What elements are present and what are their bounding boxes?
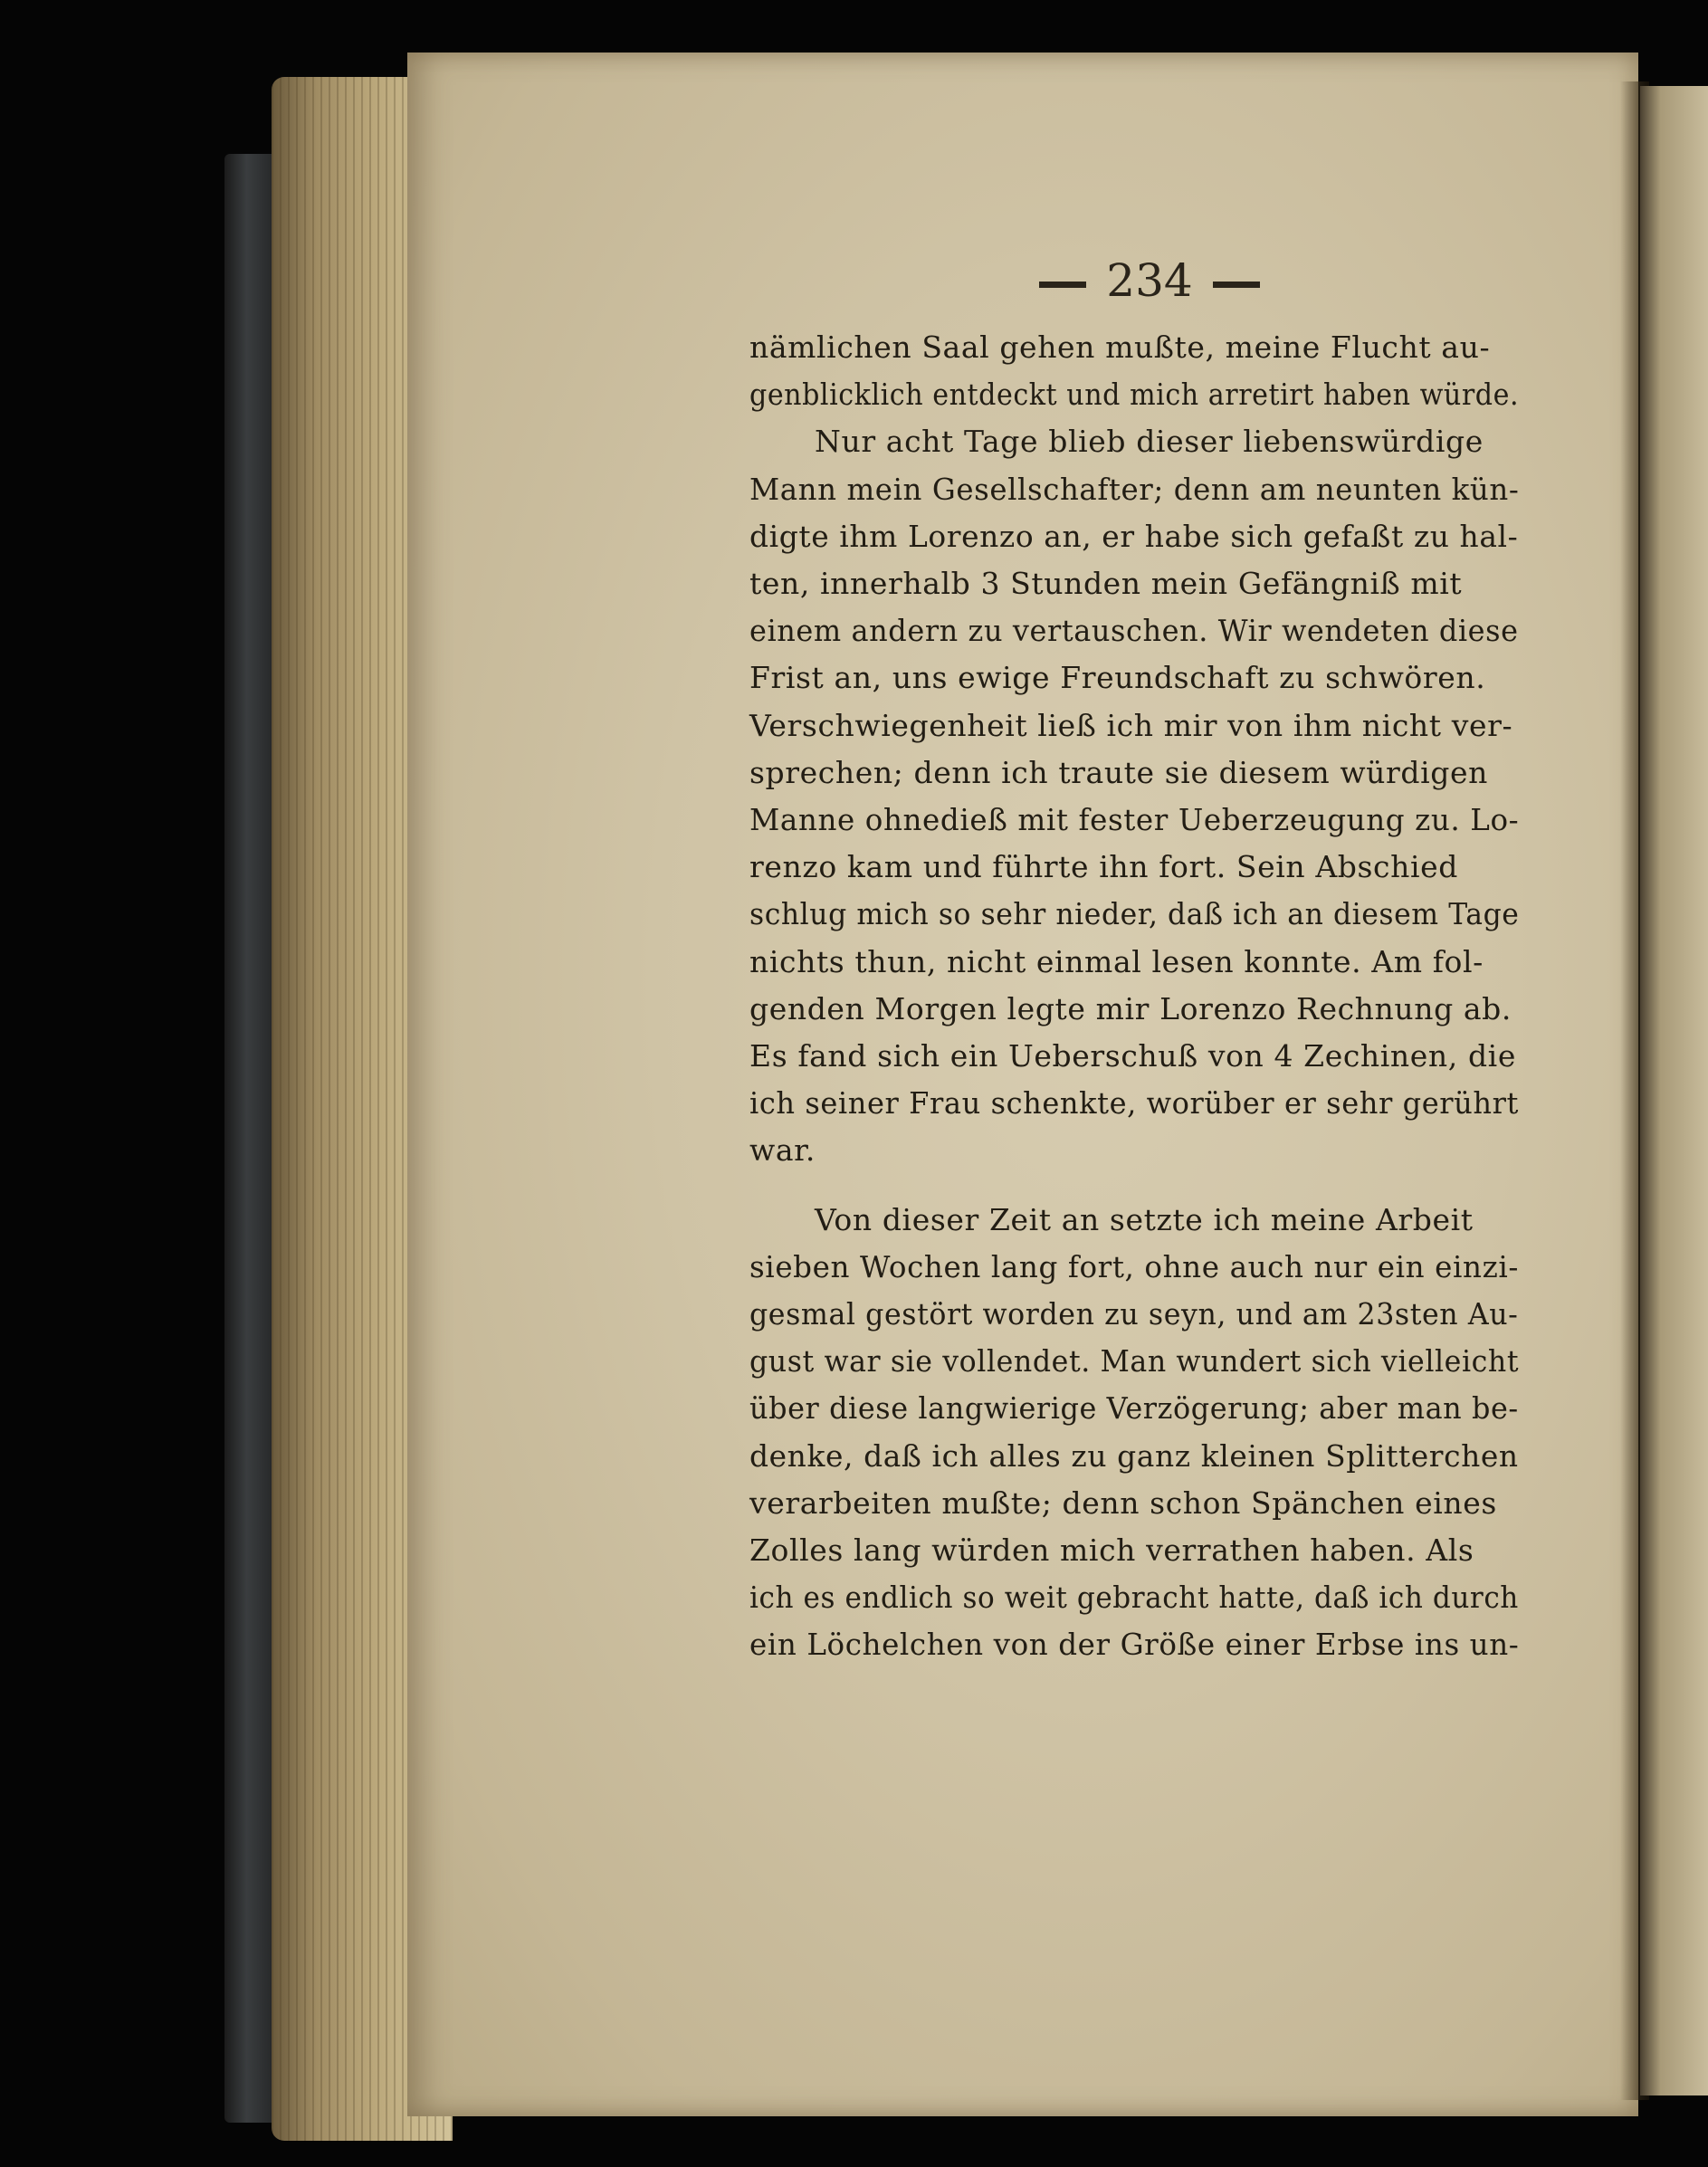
- text-line: renzo kam und führte ihn fort. Sein Abschied: [749, 849, 1458, 885]
- paragraph: [749, 1197, 1519, 1669]
- facing-page-edge: [1640, 86, 1708, 2095]
- text-line: schlug mich so sehr nieder, daß ich an diesem Tage: [749, 896, 1520, 932]
- text-line: über diese langwierige Verzögerung; aber man be-: [749, 1390, 1519, 1427]
- text-line: nämlichen Saal gehen mußte, meine Flucht au-: [749, 329, 1491, 365]
- text-line: ich seiner Frau schenkte, worüber er sehr gerührt: [749, 1085, 1519, 1122]
- text-line: nichts thun, nicht einmal lesen konnte. Am fol-: [749, 943, 1484, 979]
- text-line: Manne ohnedieß mit fester Ueberzeugung zu. Lo-: [749, 802, 1520, 838]
- text-line: gesmal gestört worden zu seyn, und am 23sten Au-: [749, 1296, 1519, 1332]
- header-dash-left: [1039, 282, 1086, 288]
- text-line: denke, daß ich alles zu ganz kleinen Splitterchen: [749, 1437, 1519, 1474]
- text-line: sieben Wochen lang fort, ohne auch nur ein einzi-: [749, 1248, 1519, 1284]
- text-line: Es fand sich ein Ueberschuß von 4 Zechinen, die: [749, 1038, 1516, 1074]
- text-line: Frist an, uns ewige Freundschaft zu schwören.: [749, 660, 1486, 696]
- text-line: verarbeiten mußte; denn schon Spänchen eines: [749, 1484, 1497, 1521]
- page-number: 234: [1106, 254, 1193, 307]
- text-line: war.: [749, 1132, 816, 1169]
- text-line: Zolles lang würden mich verrathen haben. Als: [749, 1532, 1474, 1569]
- text-line: ten, innerhalb 3 Stunden mein Gefängniß mit: [749, 566, 1463, 602]
- text-line: einem andern zu vertauschen. Wir wendeten diese: [749, 613, 1519, 649]
- header-dash-right: [1213, 282, 1260, 288]
- text-line: digte ihm Lorenzo an, er habe sich gefaßt zu hal-: [749, 518, 1519, 554]
- text-line: genden Morgen legte mir Lorenzo Rechnung ab.: [749, 990, 1512, 1026]
- paragraph: [749, 418, 1519, 1174]
- text-line: ein Löchelchen von der Größe einer Erbse ins un-: [749, 1627, 1520, 1663]
- text-line: Nur acht Tage blieb dieser liebenswürdige: [815, 424, 1484, 460]
- paragraph: [749, 324, 1519, 418]
- text-line: gust war sie vollendet. Man wundert sich vielleicht: [749, 1343, 1520, 1379]
- page-header: [1014, 244, 1285, 317]
- text-line: sprechen; denn ich traute sie diesem würdigen: [749, 754, 1488, 790]
- text-line: genblicklich entdeckt und mich arretirt haben würde.: [749, 377, 1520, 413]
- text-line: ich es endlich so weit gebracht hatte, daß ich durch: [749, 1580, 1519, 1616]
- body-text: [749, 324, 1519, 1705]
- text-line: Verschwiegenheit ließ ich mir von ihm nicht ver-: [749, 707, 1513, 743]
- text-line: Von dieser Zeit an setzte ich meine Arbeit: [815, 1201, 1474, 1237]
- text-line: Mann mein Gesellschafter; denn am neunten kün-: [749, 471, 1520, 507]
